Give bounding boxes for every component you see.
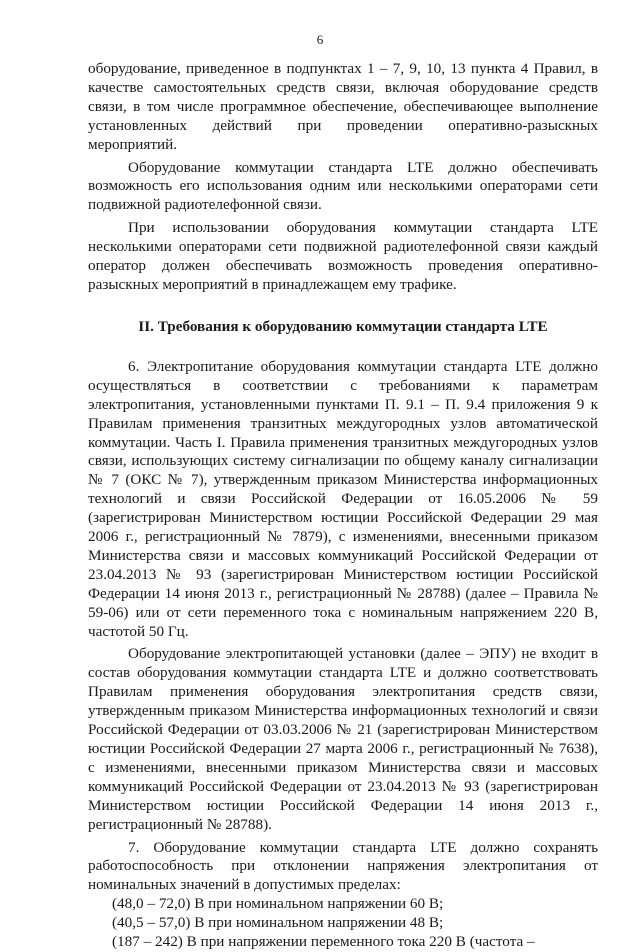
section-heading: II. Требования к оборудованию коммутации стандарта LTE xyxy=(138,317,548,335)
voltage-range-220v: (187 – 242) В при напряжении переменного тока 220 В (частота – xyxy=(112,933,535,951)
voltage-range-48v: (40,5 – 57,0) В при номинальном напряжении 48 В; xyxy=(112,914,444,932)
paragraph-item-7-voltage-tolerance: 7. Оборудование коммутации стандарта LTE должно сохранять работоспособность при отклонении напряжения электропитания от номинальных значений в допустимых пределах: xyxy=(88,838,598,894)
paragraph-item-6-power-supply: 6. Электропитание оборудования коммутации стандарта LTE должно осуществляться в соответствии с требованиями к параметрам электропитания, установленными пунктами П. 9.1 – П. 9.4 приложения 9 к Правилам применения транзитных междугородных узлов автоматической коммутации. Часть I. Правила применения транзитных междугородных узлов связи, использующих систему сигнализации по общему каналу сигнализации № 7 (ОКС № 7), утвержденным приказом Министерства информационных технологий и связи Российской Федерации от 16.05.2006 № 59 (зарегистрирован Министерством юстиции Российской Федерации 29 мая 2006 г., регистрационный № 7879), с изменениями, внесенными приказом Министерства связи и массовых коммуникаций Российской Федерации от 23.04.2013 № 93 (зарегистрирован Министерством юстиции Российской Федерации 14 июня 2013 г., регистрационный № 28788) (далее – Правила № 59-06) или от сети переменного тока с номинальным напряжением 220 В, частотой 50 Гц. xyxy=(88,357,598,640)
voltage-range-60v: (48,0 – 72,0) В при номинальном напряжении 60 В; xyxy=(112,895,444,913)
paragraph-epu-requirements: Оборудование электропитающей установки (далее – ЭПУ) не входит в состав оборудования коммутации стандарта LTE и должно соответствовать Правилам применения оборудования электропитания средств связи, утвержденным приказом Министерства информационных технологий и связи Российской Федерации от 03.03.2006 № 21 (зарегистрирован Министерством юстиции Российской Федерации 27 марта 2006 г., регистрационный № 7638), с изменениями, внесенными приказом Министерства связи и массовых коммуникаций Российской Федерации от 23.04.2013 № 93 (зарегистрирован Министерством юстиции Российской Федерации 14 июня 2013 г., регистрационный № 28788). xyxy=(88,645,598,833)
document-body xyxy=(88,60,598,952)
paragraph-operator-obligation: При использовании оборудования коммутации стандарта LTE несколькими операторами сети подвижной радиотелефонной связи каждый оператор должен обеспечивать возможность проведения оперативно-разыскных мероприятий в принадлежащем ему трафике. xyxy=(88,219,598,293)
paragraph-lte-multi-operator: Оборудование коммутации стандарта LTE должно обеспечивать возможность его использования одним или несколькими операторами сети подвижной радиотелефонной связи. xyxy=(88,158,598,214)
page-number: 6 xyxy=(316,32,324,47)
paragraph-continuation: оборудование, приведенное в подпунктах 1 – 7, 9, 10, 13 пункта 4 Правил, в качестве самостоятельных средств связи, включая оборудование средств связи, в том числе программное обеспечение, обеспечивающее выполнение установленных действий при проведении оперативно-разыскных мероприятий. xyxy=(88,60,598,153)
